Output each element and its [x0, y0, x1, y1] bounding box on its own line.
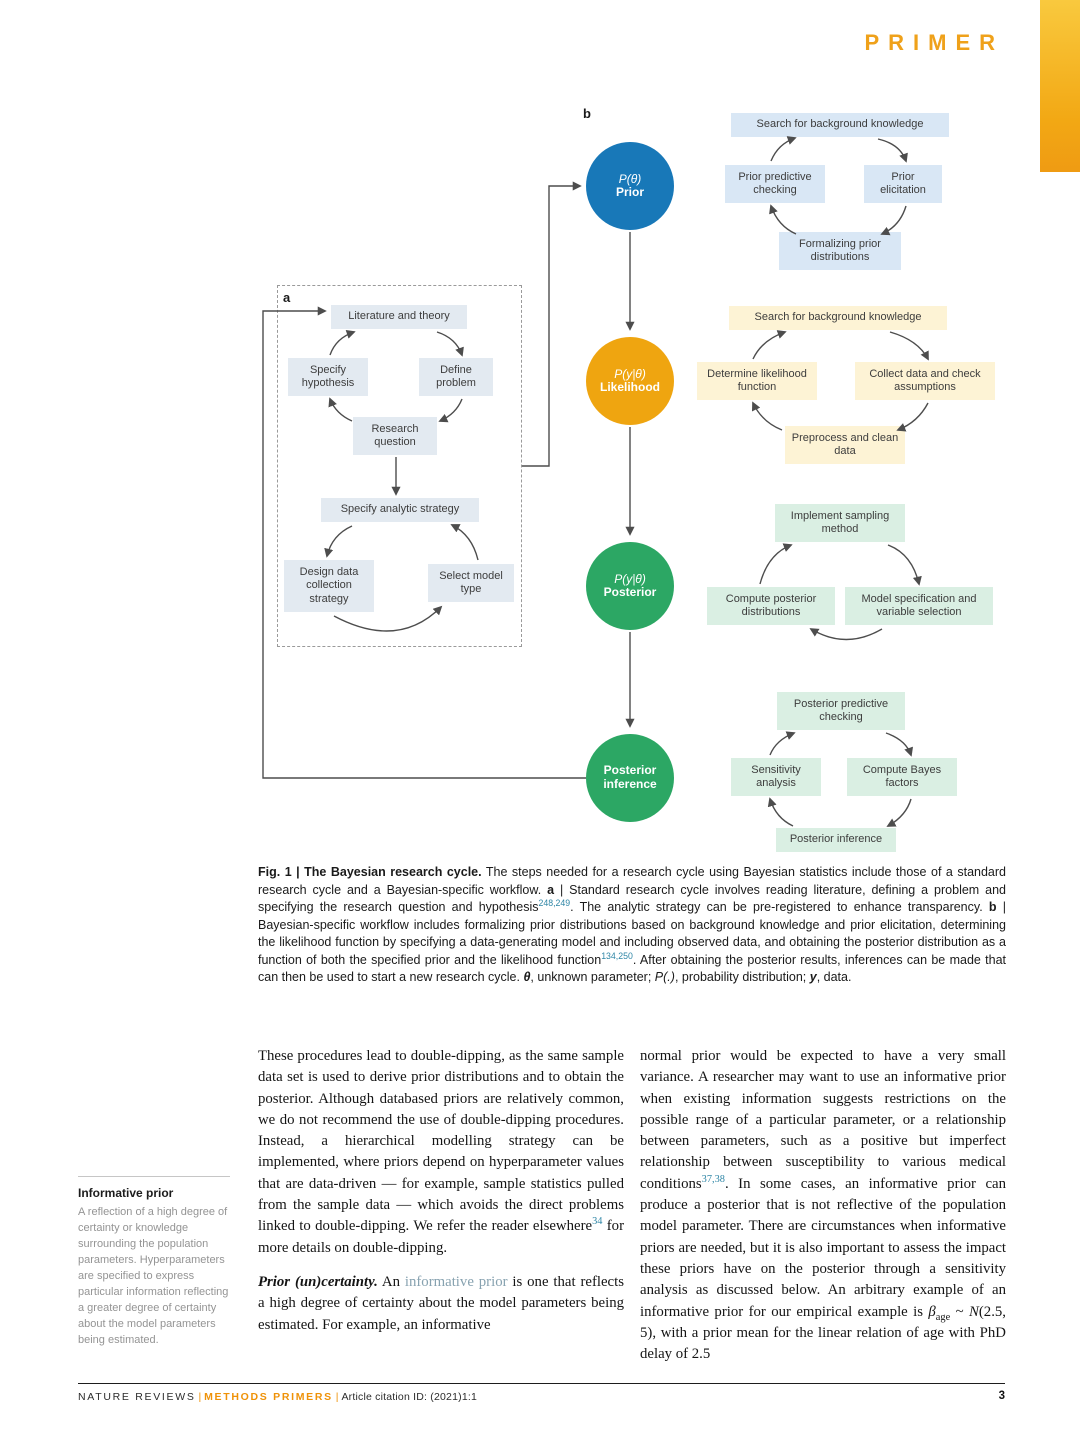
footer-separator-2: | — [335, 1391, 339, 1403]
glossary-term: Informative prior — [78, 1186, 174, 1200]
run-in-heading: Prior (un)certainty. — [258, 1273, 378, 1290]
symbol-beta-subscript: age — [935, 1311, 951, 1323]
page-number: 3 — [998, 1390, 1005, 1402]
panel-b-label: b — [583, 106, 591, 121]
symbol-theta: θ — [523, 970, 531, 984]
node-posterior-inference — [586, 734, 674, 822]
footer — [78, 1391, 1005, 1403]
caption-text: The steps needed for a research cycle using Bayesian statistics include those of a standard research cycle and a Bayesian-specific workflow. — [258, 865, 1006, 897]
glossary-divider — [78, 1176, 230, 1177]
node-prior — [586, 142, 674, 230]
symbol-y: y — [809, 970, 817, 984]
prior-formula: P(θ) — [618, 171, 642, 186]
box-design-data-collection: Design data collection strategy — [284, 560, 374, 612]
box-specify-hypothesis: Specify hypothesis — [288, 358, 368, 396]
likelihood-label: Likelihood — [600, 380, 660, 395]
reference-37-38[interactable]: 37,38 — [701, 1173, 725, 1185]
node-posterior — [586, 542, 674, 630]
box-collect-data-check-assumptions: Collect data and check assumptions — [855, 362, 995, 400]
glossary-sidebar — [78, 1176, 230, 1348]
glossary-definition: A reflection of a high degree of certainty or knowledge surrounding the population parameters. Hyperparameters are specified to express particular information reflecting a greater degree of certainty about the model parameters being estimated. — [78, 1206, 229, 1346]
box-specify-analytic-strategy: Specify analytic strategy — [321, 498, 479, 522]
symbol-beta: β — [928, 1303, 936, 1320]
footer-citation: Article citation ID: (2021)1:1 — [341, 1391, 478, 1403]
body-column-right — [640, 1046, 1006, 1365]
box-compute-bayes-factors: Compute Bayes factors — [847, 758, 957, 796]
box-implement-sampling-method: Implement sampling method — [775, 504, 905, 542]
box-search-background-likelihood: Search for background knowledge — [729, 306, 947, 330]
box-posterior-inference: Posterior inference — [776, 828, 896, 852]
box-posterior-predictive-checking: Posterior predictive checking — [777, 692, 905, 730]
body-column-left — [258, 1046, 624, 1336]
box-prior-elicitation: Prior elicitation — [864, 165, 942, 203]
box-preprocess-clean-data: Preprocess and clean data — [785, 426, 905, 464]
box-select-model-type: Select model type — [428, 564, 514, 602]
glossary-link-informative-prior[interactable]: informative prior — [404, 1273, 508, 1290]
caption-title: The Bayesian research cycle. — [304, 865, 482, 879]
posterior-formula: P(y|θ) — [614, 571, 646, 586]
panel-a-label: a — [283, 290, 291, 305]
footer-divider — [78, 1383, 1005, 1384]
box-search-background-prior: Search for background knowledge — [731, 113, 949, 137]
box-research-question: Research question — [353, 417, 437, 455]
box-formalizing-prior-distributions: Formalizing prior distributions — [779, 232, 901, 270]
posterior-inference-label: Posterior inference — [603, 763, 657, 791]
primer-kicker: PRIMER — [864, 30, 1004, 55]
reference-134-250[interactable]: 134,250 — [601, 950, 633, 961]
reference-34[interactable]: 34 — [592, 1216, 603, 1228]
symbol-normal-distribution: N — [969, 1303, 979, 1320]
paragraph-prior-uncertainty: Prior (un)certainty. An informative prior is one that reflects a high degree of certainty about the model parameters being estimated. For example, an informative — [258, 1273, 624, 1333]
paragraph-informative-prior: normal prior would be expected to have a very small variance. A researcher may want to use an informative prior when existing information suggests restrictions on the possible range of a particular parameter, or a relationship between parameters, such as a positive but imperfect relationship between susceptibility to various medical conditions$^{37,38}$. In some cases, an informative prior can produce a posterior that is not reflective of the population model parameter. There are circumstances when informative priors are needed, but it is also important to assess the impact these priors have on the posterior through a sensitivity analysis as discussed below. An arbitrary example of an informative prior for our empirical example is $\beta_{age}$ ~ N(2.5, 5), with a prior mean for the linear relation of age with PhD delay of 2.5 — [640, 1048, 1006, 1363]
box-prior-predictive-checking: Prior predictive checking — [725, 165, 825, 203]
node-likelihood — [586, 337, 674, 425]
box-determine-likelihood-function: Determine likelihood function — [697, 362, 817, 400]
accent-corner-bar — [1040, 0, 1080, 172]
box-literature-and-theory: Literature and theory — [331, 305, 467, 329]
footer-series-name: METHODS PRIMERS — [204, 1391, 333, 1403]
caption-b-marker: b — [988, 900, 997, 914]
box-define-problem: Define problem — [419, 358, 493, 396]
symbol-p: P(.) — [654, 970, 675, 984]
likelihood-formula: P(y|θ) — [614, 366, 646, 381]
box-model-specification-variable-selection: Model specification and variable selection — [845, 587, 993, 625]
prior-label: Prior — [615, 185, 644, 200]
paragraph-double-dipping: These procedures lead to double-dipping, as the same sample data set is used to derive prior distributions and to obtain the posterior. Although databased priors are relatively common, we do not recommend the use of double-dipping procedures. Instead, a hierarchical modelling strategy can be implemented, where priors depend on hyperparameter values that are data-driven — for example, sample statistics pulled from the sample data — which avoids the direct problems linked to double-dipping. We refer the reader elsewhere$^{34}$ for more details on double-dipping. — [258, 1048, 624, 1256]
box-sensitivity-analysis: Sensitivity analysis — [731, 758, 821, 796]
box-compute-posterior-distributions: Compute posterior distributions — [707, 587, 835, 625]
caption-fig-number: Fig. 1 | — [258, 865, 305, 879]
footer-journal-name: NATURE REVIEWS — [78, 1391, 196, 1403]
caption-a-marker: a — [547, 882, 555, 897]
footer-separator-1: | — [198, 1391, 202, 1403]
reference-248-249[interactable]: 248,249 — [538, 897, 571, 908]
figure-caption: Fig. 1 | The Bayesian research cycle. The steps needed for a research cycle using Bayesian statistics include those of a standard research cycle and a Bayesian-specific workflow. a | Standard research cycle involves reading literature, defining a problem and specifying the research question and hypothesis$^{248,249}$. The analytic strategy can be pre-registered to enhance transparency. b | Bayesian-specific workflow includes formalizing prior distributions based on background knowledge and prior elicitation, determining the likelihood function by specifying a data-generating model and including observed data, and obtaining the posterior distribution as a function of both the specified prior and the likelihood function$^{134,250}$. After obtaining the posterior results, inferences can be made that can then be used to start a new research cycle. θ, unknown parameter; P(.), probability distribution; y, data. — [258, 865, 1007, 984]
posterior-label: Posterior — [603, 585, 657, 600]
